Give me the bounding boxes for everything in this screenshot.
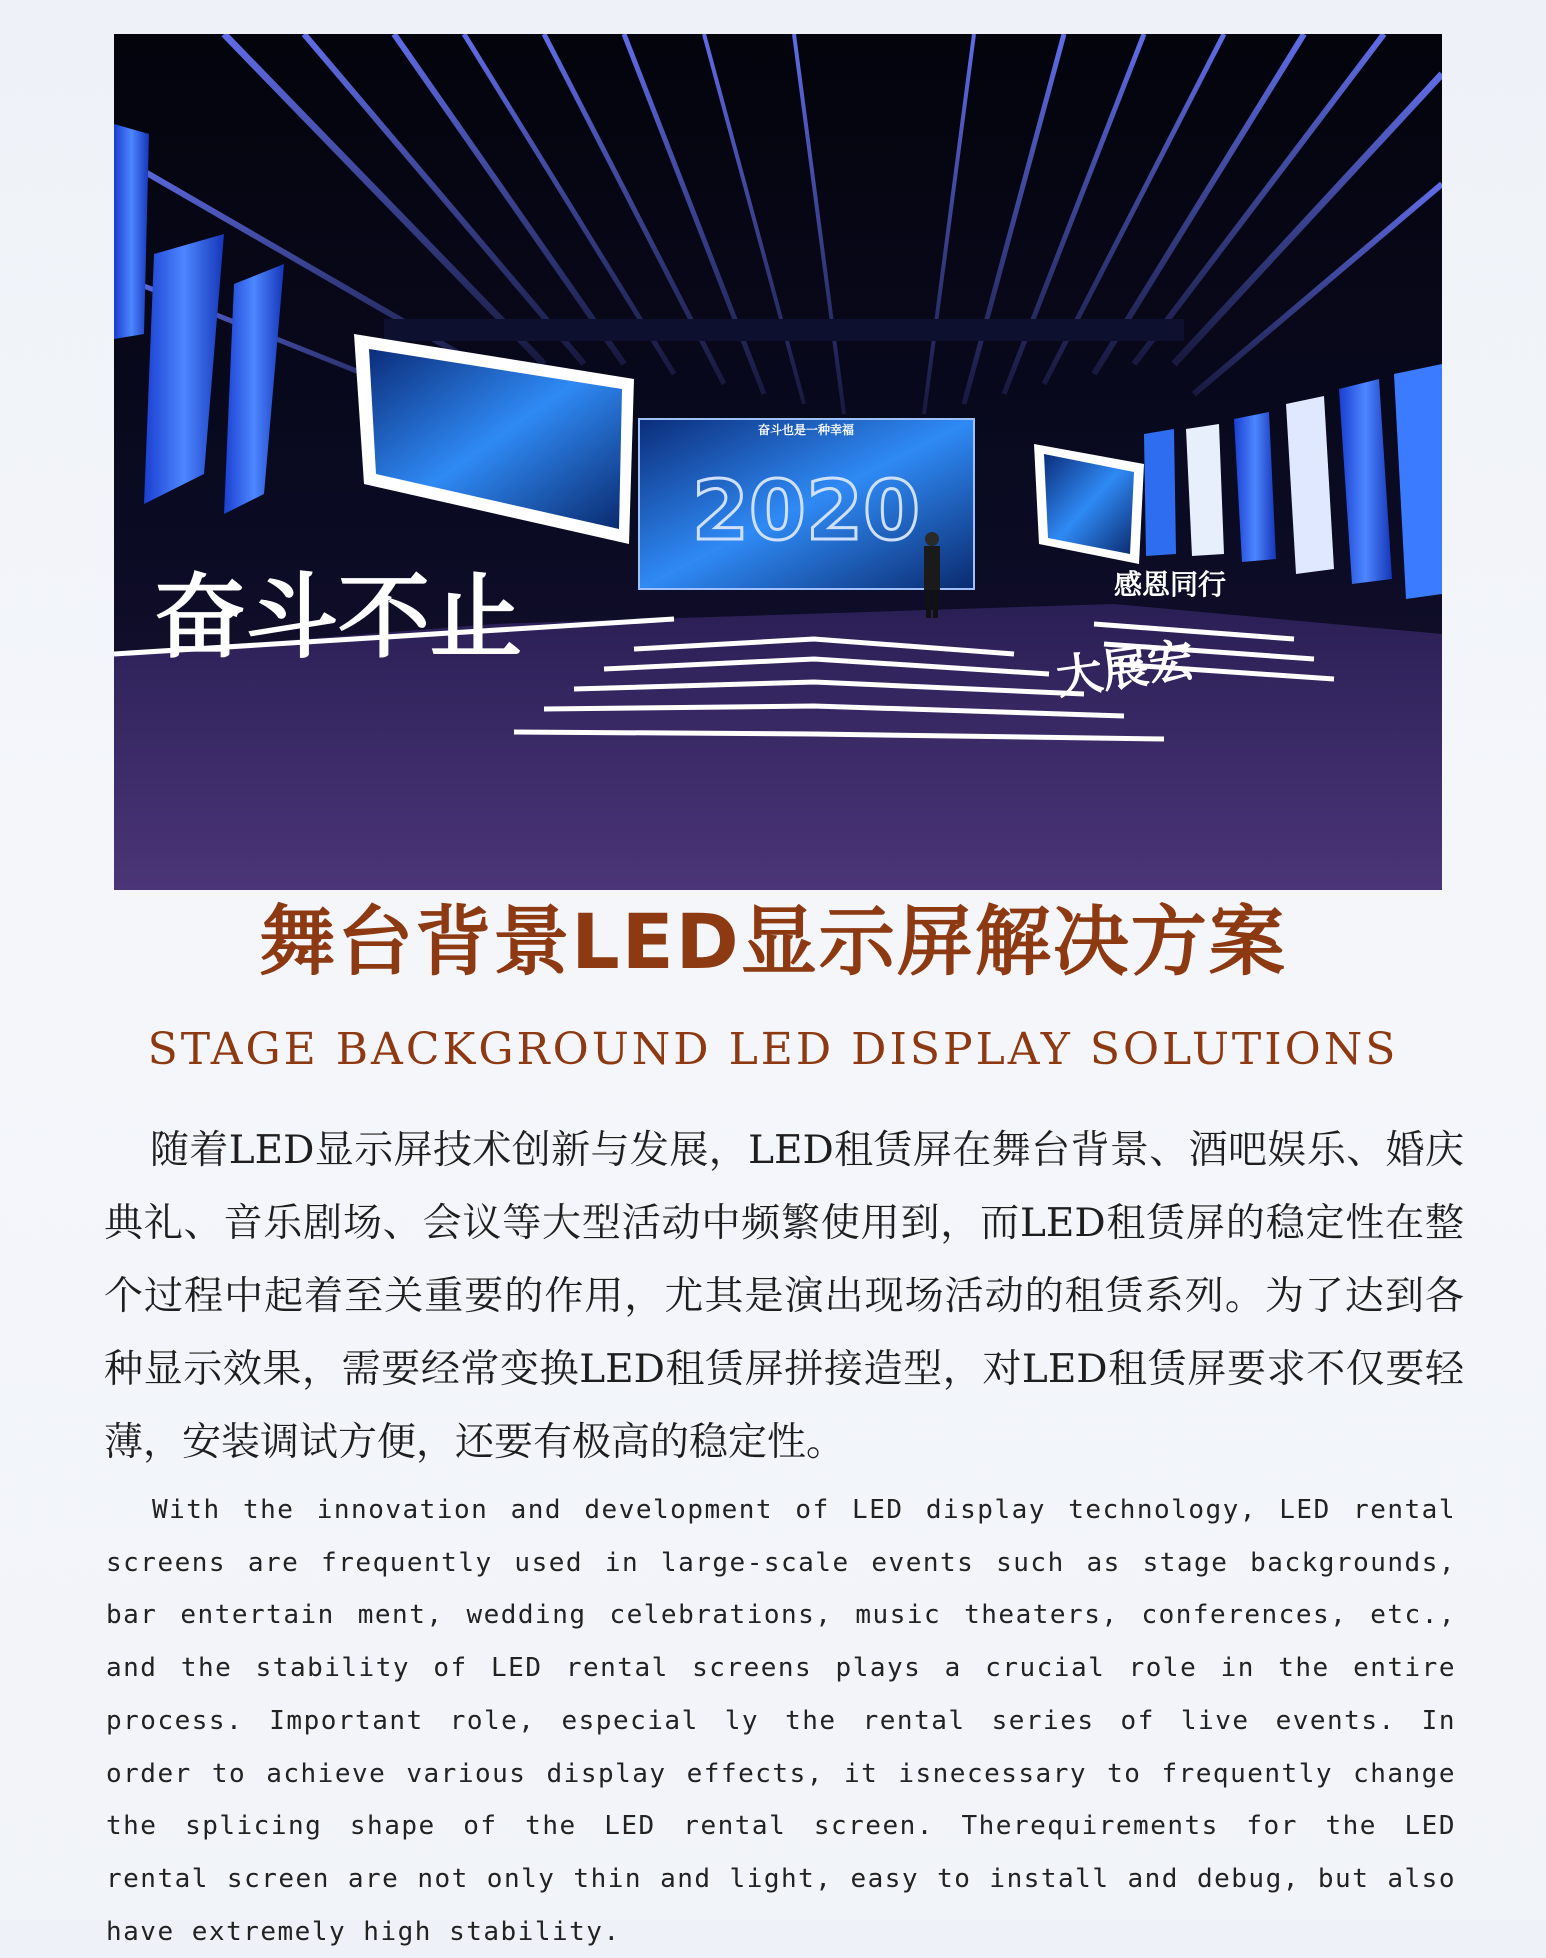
page-title: 舞台背景LED显示屏解决方案 [259,897,1287,986]
stage-render [114,34,1442,890]
screen-year: 2020 [691,464,921,559]
right-sign: 感恩同行 [1114,568,1227,601]
lighting-truss [384,319,1184,341]
left-slogan-sign: 奋斗不止 [154,564,523,671]
body-paragraph-en: With the innovation and development of LED display technology, LED rental screens are frequently used in large-scale events such as stage backgrounds, bar entertain ment, wedding celebrations, music theaters, conferences, etc., and the stability of LED rental screens plays a crucial role in the entire process. Important role, especial ly the rental series of live events. In order to achieve various display effects, it isnecessary to frequently change the splicing shape of the LED rental screen. Therequirements for the LED rental screen are not only thin and light, easy to install and debug, but also have extremely high stability. [106,1495,1456,1947]
right-tilted-screen [1034,444,1144,564]
center-led-screen [639,419,974,589]
screen-caption: 奋斗也是一种幸福 [757,423,855,437]
stage-hero-image [114,34,1442,890]
stage-sign: 大展宏 [1053,632,1198,705]
page-subtitle: STAGE BACKGROUND LED DISPLAY SOLUTIONS [147,1024,1399,1075]
body-paragraph-cn: 随着LED显示屏技术创新与发展，LED租赁屏在舞台背景、酒吧娱乐、婚庆典礼、音乐剧场、会议等大型活动中频繁使用到，而LED租赁屏的稳定性在整个过程中起着至关重要的作用，尤其是演出现场活动的租赁系列。为了达到各种显示效果，需要经常变换LED租赁屏拼接造型，对LED租赁屏要求不仅要轻薄，安装调试方便，还要有极高的稳定性。 [104,1128,1464,1465]
